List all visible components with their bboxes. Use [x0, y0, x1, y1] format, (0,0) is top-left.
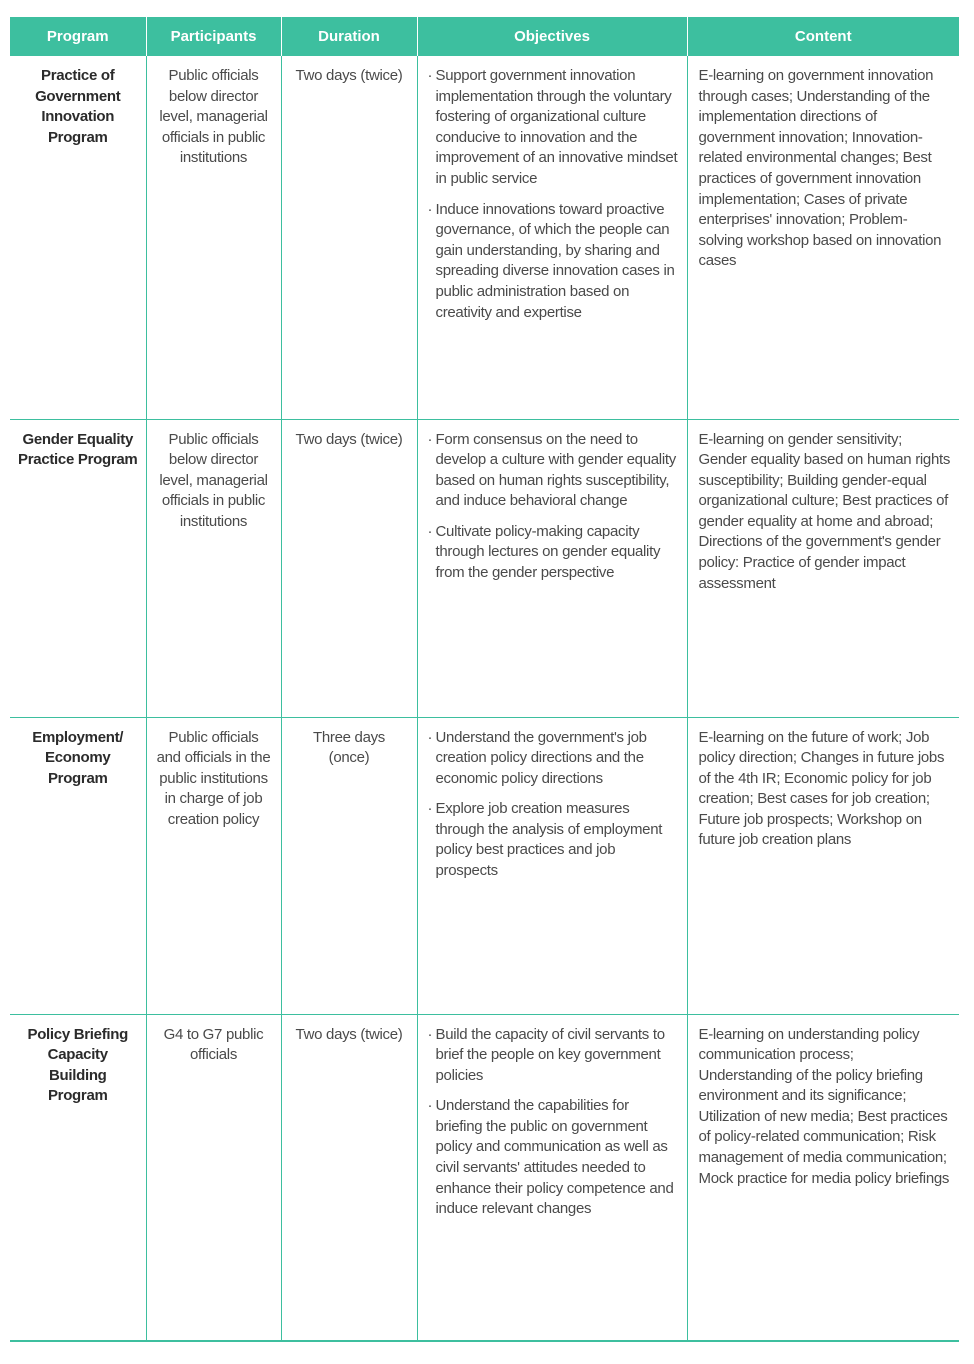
program-cell: Gender Equality Practice Program	[10, 419, 146, 717]
table-header	[10, 17, 959, 56]
duration-cell: Two days (twice)	[281, 419, 417, 717]
program-cell: Policy Briefing Capacity Building Program	[10, 1014, 146, 1341]
objectives-cell	[417, 1014, 687, 1341]
table-row	[10, 419, 959, 717]
bullet-icon: ·	[427, 522, 433, 540]
content-cell: E-learning on the future of work; Job policy direction; Changes in future jobs of the 4th IR; Economic policy for job creation; Best cases for job creation; Future job prospects; Workshop on future job creation plans	[687, 717, 959, 1014]
header-content: Content	[687, 17, 959, 56]
bullet-icon: ·	[427, 800, 433, 818]
duration-cell: Two days (twice)	[281, 1014, 417, 1341]
objective-text: Explore job creation measures through the analysis of employment policy best practices and job prospects	[435, 800, 663, 880]
header-program: Program	[10, 17, 146, 56]
objective-text: Cultivate policy-making capacity through lectures on gender equality from the gender perspective	[435, 522, 661, 582]
table-body	[10, 56, 959, 1341]
content-cell: E-learning on gender sensitivity; Gender equality based on human rights susceptibility; Building gender-equal organizational culture; Best practices of gender equality at home and abroad; Directions of the government's gender policy: Practice of gender impact assessment	[687, 419, 959, 717]
duration-cell: Three days (once)	[281, 717, 417, 1014]
objective-item	[428, 1096, 679, 1220]
objectives-cell	[417, 717, 687, 1014]
table-row	[10, 717, 959, 1014]
content-cell: E-learning on understanding policy communication process; Understanding of the policy briefing environment and its significance; Utilization of new media; Best practices of policy-related communication; Risk management of media communication; Mock practice for media policy briefings	[687, 1014, 959, 1341]
objective-text: Support government innovation implementation through the voluntary fostering of organizational culture conducive to innovation and the improvement of an innovative mindset in public service	[435, 67, 678, 187]
objective-item	[428, 66, 679, 190]
objective-text: Understand the government's job creation policy directions and the economic policy directions	[435, 728, 647, 787]
header-row	[10, 17, 959, 56]
table-row	[10, 1014, 959, 1341]
program-cell: Practice of Government Innovation Program	[10, 56, 146, 419]
bullet-icon: ·	[427, 67, 433, 84]
header-duration: Duration	[281, 17, 417, 56]
participants-cell: Public officials and officials in the public institutions in charge of job creation policy	[146, 717, 281, 1014]
duration-cell: Two days (twice)	[281, 56, 417, 419]
participants-cell: G4 to G7 public officials	[146, 1014, 281, 1341]
bullet-icon: ·	[427, 200, 433, 218]
participants-cell: Public officials below director level, managerial officials in public institutions	[146, 56, 281, 419]
table-row	[10, 56, 959, 419]
bullet-icon: ·	[427, 728, 433, 746]
objective-item	[428, 799, 679, 881]
program-cell: Employment/ Economy Program	[10, 717, 146, 1014]
bullet-icon: ·	[427, 1097, 433, 1115]
objective-text: Form consensus on the need to develop a culture with gender equality based on human rights susceptibility, and induce behavioral change	[435, 430, 676, 510]
header-participants: Participants	[146, 17, 281, 56]
bullet-icon: ·	[427, 1025, 433, 1043]
program-table	[10, 17, 959, 1342]
objective-item	[428, 522, 679, 584]
objective-text: Understand the capabilities for briefing the public on government policy and communication as well as civil servants' attitudes needed to enhance their policy competence and induce relevant changes	[435, 1097, 674, 1218]
objective-item	[428, 430, 679, 512]
objective-item	[428, 200, 679, 324]
objective-item	[428, 1025, 679, 1087]
objectives-cell	[417, 419, 687, 717]
objective-text: Build the capacity of civil servants to brief the people on key government policies	[435, 1025, 665, 1084]
objectives-cell	[417, 56, 687, 419]
bullet-icon: ·	[427, 430, 433, 448]
content-cell: E-learning on government innovation through cases; Understanding of the implementation directions of government innovation; Innovation-related environmental changes; Best practices of government innovation implementation; Cases of private enterprises' innovation; Problem-solving workshop based on innovation cases	[687, 56, 959, 419]
objective-text: Induce innovations toward proactive governance, of which the people can gain understanding, by sharing and spreading diverse innovation cases in public administration based on creativity and expertise	[435, 200, 675, 321]
objective-item	[428, 728, 679, 790]
header-objectives: Objectives	[417, 17, 687, 56]
participants-cell: Public officials below director level, managerial officials in public institutions	[146, 419, 281, 717]
